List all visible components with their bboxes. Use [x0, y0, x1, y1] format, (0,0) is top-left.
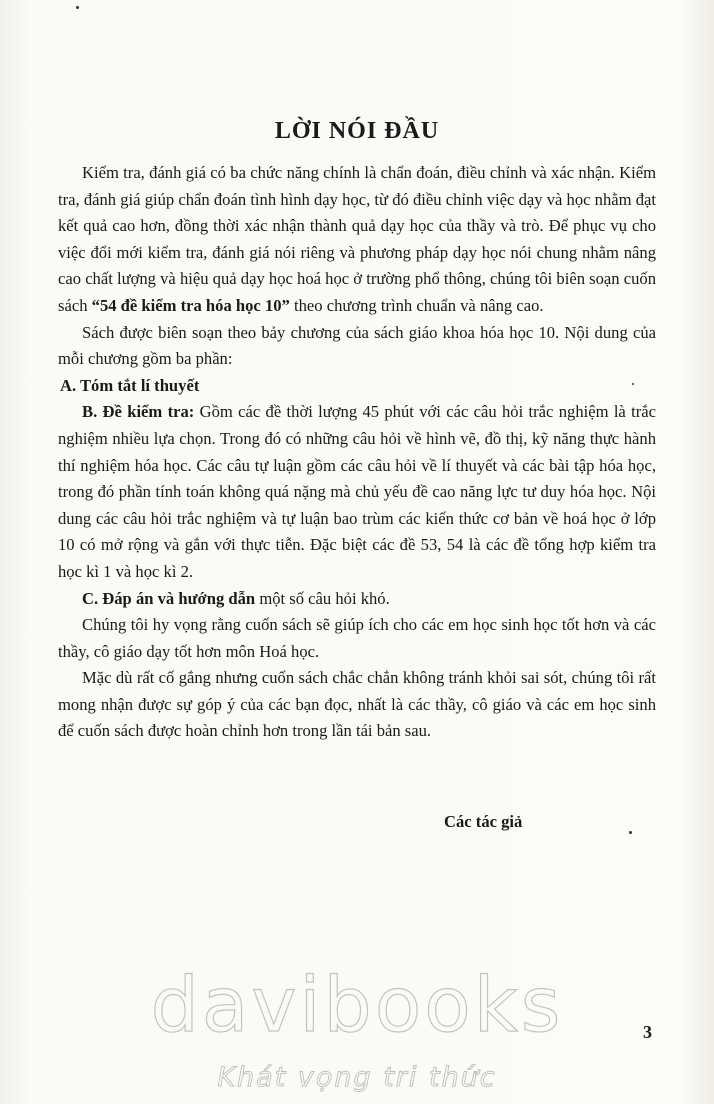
- page-title: LỜI NÓI ĐẦU: [274, 118, 440, 144]
- section-c-text: một số câu hỏi khó.: [255, 588, 390, 608]
- section-b-label: B. Đề kiểm tra:: [82, 402, 195, 422]
- page-number: 3: [643, 1022, 652, 1042]
- section-a-label: A. Tóm tắt lí thuyết: [60, 375, 200, 395]
- intro-text-end: theo chương trình chuẩn và nâng cao.: [289, 295, 544, 315]
- paragraph-feedback: Mặc dù rất cố gắng nhưng cuốn sách chắc chắn không tránh khỏi sai sót, chúng tôi rất mong nhận được sự góp ý của các bạn đọc, nhất là các thầy, cô giáo và các em học sinh để cuốn sách được hoàn chỉnh hơn trong lần tái bản sau.: [58, 668, 656, 741]
- print-speck: [76, 6, 79, 9]
- section-b: [58, 399, 656, 585]
- preface-body: [58, 160, 656, 745]
- book-title: “54 đề kiểm tra hóa học 10”: [91, 295, 290, 315]
- paragraph-intro: [58, 160, 656, 320]
- signature: Các tác giả: [444, 812, 523, 831]
- section-a: [58, 373, 656, 400]
- section-b-text: Gồm các đề thời lượng 45 phút với các câu hỏi trắc nghiệm là trắc nghiệm nhiều lựa chọn. Trong đó có những câu hỏi về hình vẽ, đồ thị, kỹ năng thực hành thí nghiệm hóa học. Các câu tự luận gồm các câu hỏi về lí thuyết và các bài tập hóa học, trong đó phần tính toán không quá nặng mà chủ yếu đề cao năng lực tư duy hóa học. Nội dung các câu hỏi trắc nghiệm và tự luận bao trùm các kiến thức cơ bản về hoá học ở lớp 10 có mở rộng và gắn với thực tiễn. Đặc biệt các đề 53, 54 là các đề tổng hợp kiểm tra học kì 1 và học kì 2.: [58, 402, 656, 581]
- print-speck: [629, 831, 632, 834]
- section-c-label: C. Đáp án và hướng dẫn: [82, 588, 256, 608]
- print-speck: [632, 383, 634, 385]
- section-c: [58, 586, 656, 613]
- intro-text: Kiểm tra, đánh giá có ba chức năng chính là chẩn đoán, điều chỉnh và xác nhận. Kiểm tra, đánh giá giúp chẩn đoán tình hình dạy học, từ đó điều chỉnh việc dạy và học nhằm đạt kết quả cao hơn, đồng thời xác nhận thành quả dạy học của thầy và trò. Để phục vụ cho việc đổi mới kiểm tra, đánh giá nói riêng và phương pháp dạy học nói chung nhằm nâng cao chất lượng và hiệu quả dạy học hoá học ở trường phổ thông, chúng tôi biên soạn cuốn sách: [58, 163, 656, 315]
- watermark-slogan: Khát vọng tri thức: [217, 1062, 497, 1093]
- paragraph-structure: Sách được biên soạn theo bảy chương của sách giáo khoa hóa học 10. Nội dung của mỗi chương gồm ba phần:: [58, 322, 656, 369]
- watermark-brand: davibooks: [150, 960, 564, 1049]
- paragraph-hope: Chúng tôi hy vọng rằng cuốn sách sẽ giúp ích cho các em học sinh học tốt hơn và các thầy, cô giáo dạy tốt hơn môn Hoá học.: [58, 615, 656, 661]
